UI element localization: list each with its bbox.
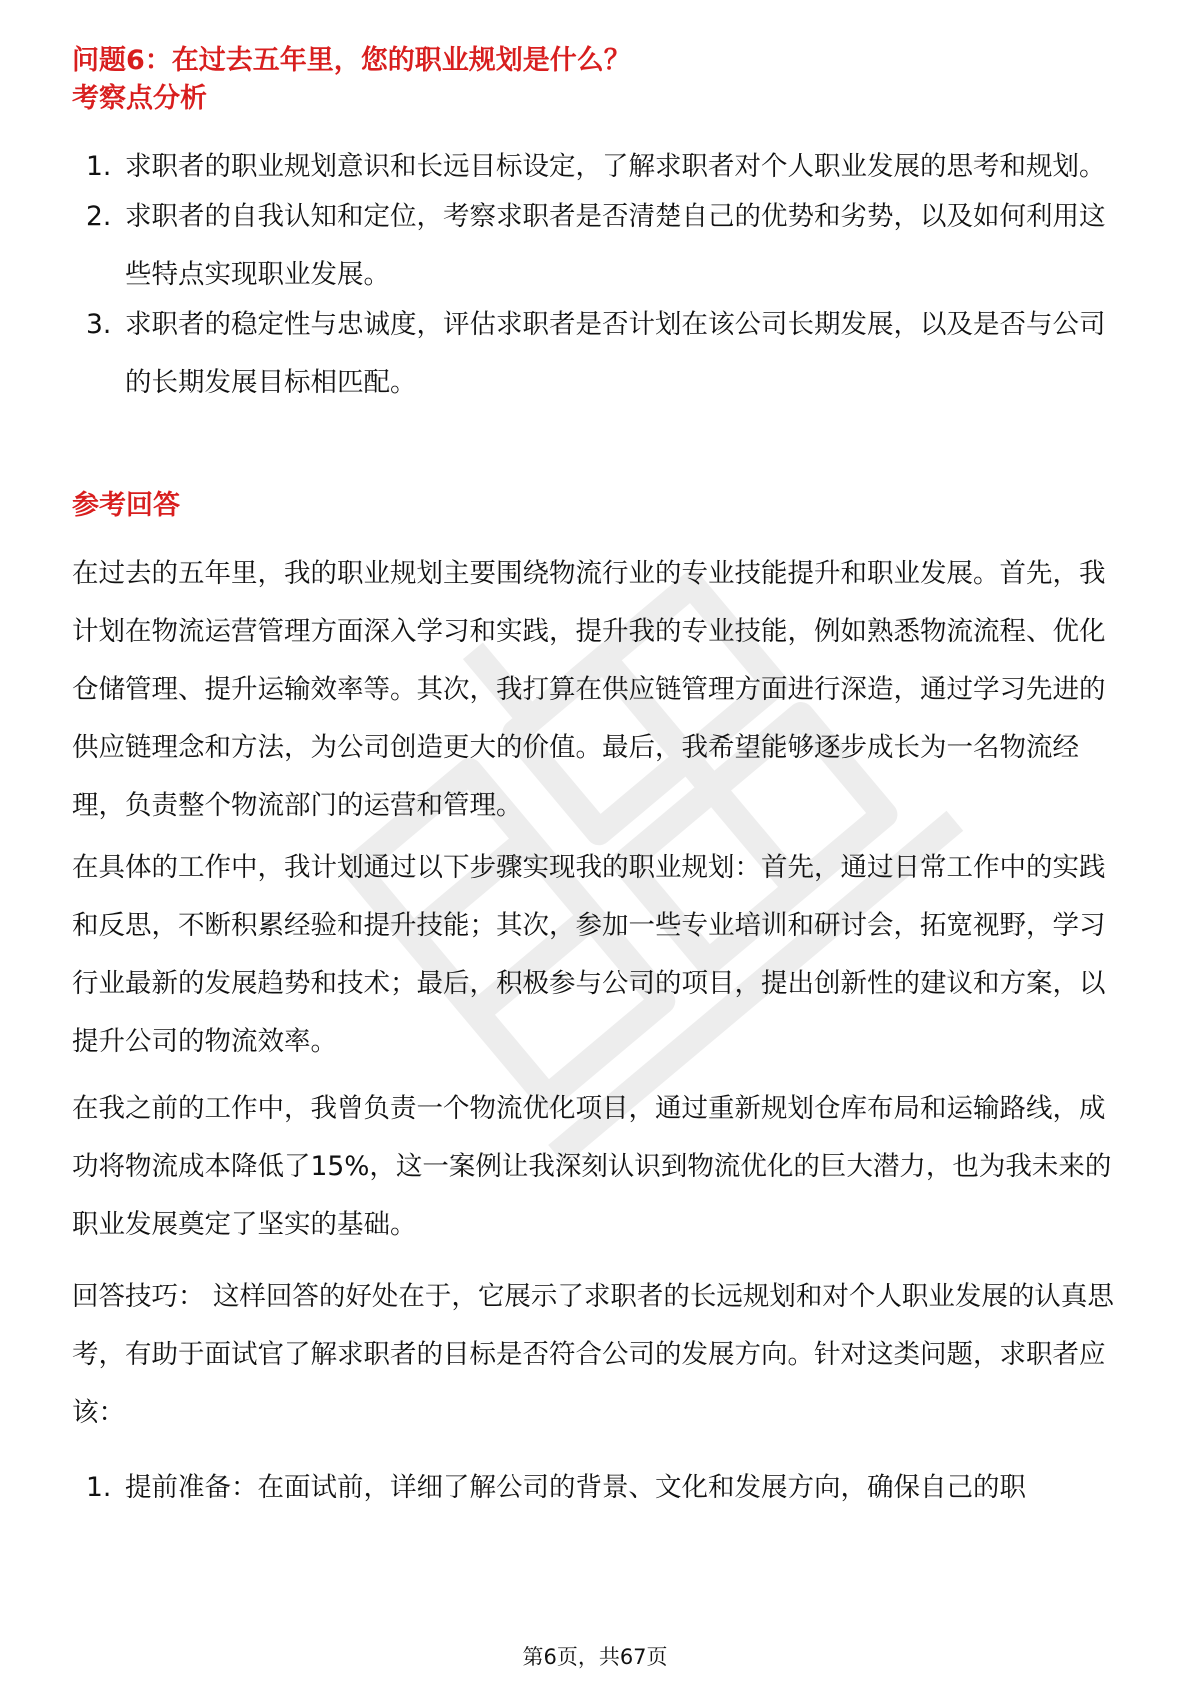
page-number: 第6页，共67页: [522, 1645, 668, 1669]
list-item-number: 1.: [86, 151, 112, 182]
section-title-analysis: 考察点分析: [72, 83, 207, 114]
list-item-number: 3.: [86, 309, 112, 340]
previous-question-heading: [72, 30, 692, 76]
list-item-text: 求职者的职业规划意识和长远目标设定，了解求职者对个人职业发展的思考和规划。: [125, 151, 1106, 182]
list-item-text: 提前准备：在面试前，详细了解公司的背景、文化和发展方向，确保自己的职: [125, 1472, 1026, 1503]
previous-question-heading-text: 问题6：在过去五年里，您的职业规划是什么？: [72, 45, 631, 76]
list-item-text: 求职者的自我认知和定位，考察求职者是否清楚自己的优势和劣势，以及如何利用这些特点实现职业发展。: [125, 201, 1106, 290]
analysis-list: [72, 138, 1122, 412]
list-item: [72, 1459, 1122, 1517]
answer-paragraph: 在我之前的工作中，我曾负责一个物流优化项目，通过重新规划仓库布局和运输路线，成功将物流成本降低了15%，这一案例让我深刻认识到物流优化的巨大潜力，也为我未来的职业发展奠定了坚实的基础。: [72, 1093, 1112, 1240]
tips-list: [72, 1459, 1122, 1517]
answer-tips-paragraph: 回答技巧： 这样回答的好处在于，它展示了求职者的长远规划和对个人职业发展的认真思考，有助于面试官了解求职者的目标是否符合公司的发展方向。针对这类问题，求职者应该：: [72, 1281, 1114, 1428]
list-item: [72, 296, 1122, 412]
list-item-number: 2.: [86, 201, 112, 232]
list-item-text: 求职者的稳定性与忠诚度，评估求职者是否计划在该公司长期发展，以及是否与公司的长期发展目标相匹配。: [125, 309, 1106, 398]
answer-paragraph: 在过去的五年里，我的职业规划主要围绕物流行业的专业技能提升和职业发展。首先，我计划在物流运营管理方面深入学习和实践，提升我的专业技能，例如熟悉物流流程、优化仓储管理、提升运输效率等。其次，我打算在供应链管理方面进行深造，通过学习先进的供应链理念和方法，为公司创造更大的价值。最后，我希望能够逐步成长为一名物流经理，负责整个物流部门的运营和管理。: [72, 558, 1106, 821]
answer-paragraph: 在具体的工作中，我计划通过以下步骤实现我的职业规划：首先，通过日常工作中的实践和反思，不断积累经验和提升技能；其次，参加一些专业培训和研讨会，拓宽视野，学习行业最新的发展趋势和技术；最后，积极参与公司的项目，提出创新性的建议和方案，以提升公司的物流效率。: [72, 852, 1106, 1057]
section-title-reference-answer: 参考回答: [72, 490, 180, 521]
list-item-number: 1.: [86, 1472, 112, 1503]
list-item: [72, 188, 1122, 304]
